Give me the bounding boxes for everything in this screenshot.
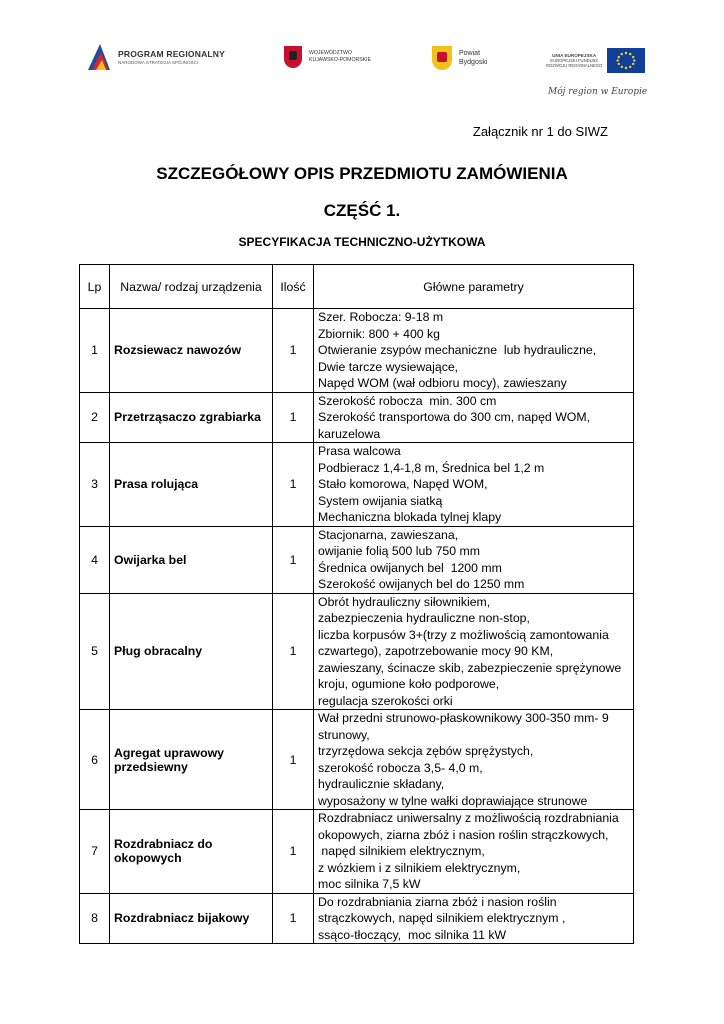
param-line: zabezpieczenia hydrauliczne non-stop, <box>318 611 530 625</box>
param-line: System owijania siatką <box>318 493 443 508</box>
table-row <box>80 309 634 393</box>
param-line: Szerokość robocza min. 300 cm <box>318 393 497 408</box>
param-line: Podbieracz 1,4-1,8 m, Średnica bel 1,2 m <box>318 460 545 475</box>
program-regionalny-logo <box>86 42 225 72</box>
table-row <box>80 893 634 944</box>
row-name: Przetrząsaczo zgrabiarka <box>110 392 273 443</box>
param-line: ssąco-tłoczący, moc silnika 11 kW <box>318 927 507 942</box>
row-params <box>314 443 634 527</box>
row-lp: 4 <box>80 526 110 593</box>
param-line: karuzelowa <box>318 426 381 441</box>
param-line: Szerokość transportowa do 300 cm, napęd WOM, <box>318 410 591 424</box>
table-row <box>80 710 634 810</box>
param-line: z wózkiem i z silnikiem elektrycznym, <box>318 860 521 875</box>
powiat-line2: Bydgoski <box>459 59 488 66</box>
param-line: Wał przedni strunowo-płaskownikowy 300-350 mm- 9 <box>318 711 609 725</box>
program-subtitle: NARODOWA STRATEGIA SPÓJNOŚCI <box>118 60 199 65</box>
param-line: Mechaniczna blokada tylnej klapy <box>318 510 502 524</box>
param-line: wyposażony w tylne wałki doprawiające strunowe <box>318 793 588 808</box>
row-lp: 7 <box>80 810 110 894</box>
wojewodztwo-logo <box>284 46 371 68</box>
row-qty: 1 <box>273 593 314 710</box>
header-lp: Lp <box>80 265 110 309</box>
param-line: hydraulicznie składany, <box>318 777 445 791</box>
row-lp: 3 <box>80 443 110 527</box>
table-row <box>80 392 634 443</box>
header-qty: Ilość <box>273 265 314 309</box>
row-lp: 2 <box>80 392 110 443</box>
eu-line1: UNIA EUROPEJSKA <box>552 53 597 58</box>
row-lp: 8 <box>80 893 110 944</box>
row-qty: 1 <box>273 710 314 810</box>
param-line: kroju, ogumione koło podporowe, <box>318 677 500 691</box>
row-qty: 1 <box>273 392 314 443</box>
document-title: SZCZEGÓŁOWY OPIS PRZEDMIOTU ZAMÓWIENIA <box>156 164 568 183</box>
table-header-row <box>80 265 634 309</box>
param-line: moc silnika 7,5 kW <box>318 877 421 891</box>
header-name: Nazwa/ rodzaj urządzenia <box>110 265 273 309</box>
program-title: PROGRAM REGIONALNY <box>118 49 226 59</box>
row-params <box>314 710 634 810</box>
wojewodztwo-line2: KUJAWSKO-POMORSKIE <box>309 57 372 63</box>
row-params <box>314 810 634 894</box>
row-name: Prasa rolująca <box>110 443 273 527</box>
row-name: Pług obracalny <box>110 593 273 710</box>
param-line: okopowych, ziarna zbóż i nasion roślin strączkowych, <box>318 827 609 842</box>
param-line: strączkowych, napęd silnikiem elektrycznym , <box>318 911 566 925</box>
row-qty: 1 <box>273 443 314 527</box>
row-name: Rozdrabniacz bijakowy <box>110 893 273 944</box>
specification-table <box>79 264 634 944</box>
row-params <box>314 392 634 443</box>
row-lp: 6 <box>80 710 110 810</box>
param-line: Rozdrabniacz uniwersalny z możliwością rozdrabniania <box>318 811 619 825</box>
row-lp: 5 <box>80 593 110 710</box>
eu-line2: EUROPEJSKI FUNDUSZ <box>550 58 598 63</box>
param-line: owijanie folią 500 lub 750 mm <box>318 544 481 558</box>
row-params <box>314 309 634 393</box>
table-row <box>80 443 634 527</box>
param-line: Zbiornik: 800 + 400 kg <box>318 326 441 341</box>
param-line: Prasa walcowa <box>318 444 401 458</box>
wojewodztwo-crest-icon <box>284 46 302 68</box>
row-name: Rozsiewacz nawozów <box>110 309 273 393</box>
table-row <box>80 810 634 894</box>
param-line: Szerokość owijanych bel do 1250 mm <box>318 577 525 591</box>
param-line: Dwie tarcze wysiewające, <box>318 359 459 374</box>
param-line: zawieszany, ścinacze skib, zabezpieczenie sprężynowe <box>318 660 622 675</box>
table-row <box>80 526 634 593</box>
eu-flag-icon <box>607 48 645 73</box>
row-qty: 1 <box>273 893 314 944</box>
table-row <box>80 593 634 710</box>
row-name: Agregat uprawowy przedsiewny <box>110 710 273 810</box>
param-line: liczba korpusów 3+(trzy z możliwością zamontowania <box>318 627 609 642</box>
powiat-crest-icon <box>432 46 452 70</box>
header-logos <box>86 40 646 108</box>
param-line: napęd silnikiem elektrycznym, <box>318 844 485 858</box>
row-name: Owijarka bel <box>110 526 273 593</box>
param-line: Napęd WOM (wał odbioru mocy), zawieszany <box>318 376 567 390</box>
attachment-label: Załącznik nr 1 do SIWZ <box>472 124 608 139</box>
param-line: Do rozdrabniania ziarna zbóż i nasion roślin <box>318 894 557 909</box>
slogan: Mój region w Europie <box>548 87 648 97</box>
param-line: Stacjonarna, zawieszana, <box>318 527 459 542</box>
row-params <box>314 893 634 944</box>
param-line: czwartego), zapotrzebowanie mocy 90 KM, <box>318 644 554 658</box>
row-name: Rozdrabniacz do okopowych <box>110 810 273 894</box>
powiat-logo <box>432 46 487 70</box>
param-line: regulacja szerokości orki <box>318 693 453 708</box>
wojewodztwo-line1: WOJEWÓDZTWO <box>309 50 352 56</box>
document-part: CZĘŚĆ 1. <box>323 201 401 220</box>
row-qty: 1 <box>273 810 314 894</box>
row-params <box>314 526 634 593</box>
param-line: strunowy, <box>318 727 370 742</box>
param-line: Obrót hydrauliczny siłownikiem, <box>318 594 491 609</box>
param-line: Średnica owijanych bel 1200 mm <box>318 560 502 575</box>
param-line: Otwieranie zsypów mechaniczne lub hydrauliczne, <box>318 343 597 357</box>
header-params: Główne parametry <box>314 265 634 309</box>
param-line: Szer. Robocza: 9-18 m <box>318 310 444 324</box>
param-line: trzyrzędowa sekcja zębów sprężystych, <box>318 744 534 758</box>
param-line: szerokość robocza 3,5- 4,0 m, <box>318 760 483 775</box>
row-params <box>314 593 634 710</box>
eu-line3: ROZWOJU REGIONALNEGO <box>546 63 603 68</box>
program-regionalny-icon <box>86 42 112 72</box>
document-subtitle: SPECYFIKACJA TECHNICZNO-UŻYTKOWA <box>238 235 486 249</box>
row-qty: 1 <box>273 526 314 593</box>
row-lp: 1 <box>80 309 110 393</box>
row-qty: 1 <box>273 309 314 393</box>
powiat-line1: Powiat <box>459 50 481 57</box>
eu-logo <box>546 48 645 73</box>
param-line: Stało komorowa, Napęd WOM, <box>318 477 488 491</box>
